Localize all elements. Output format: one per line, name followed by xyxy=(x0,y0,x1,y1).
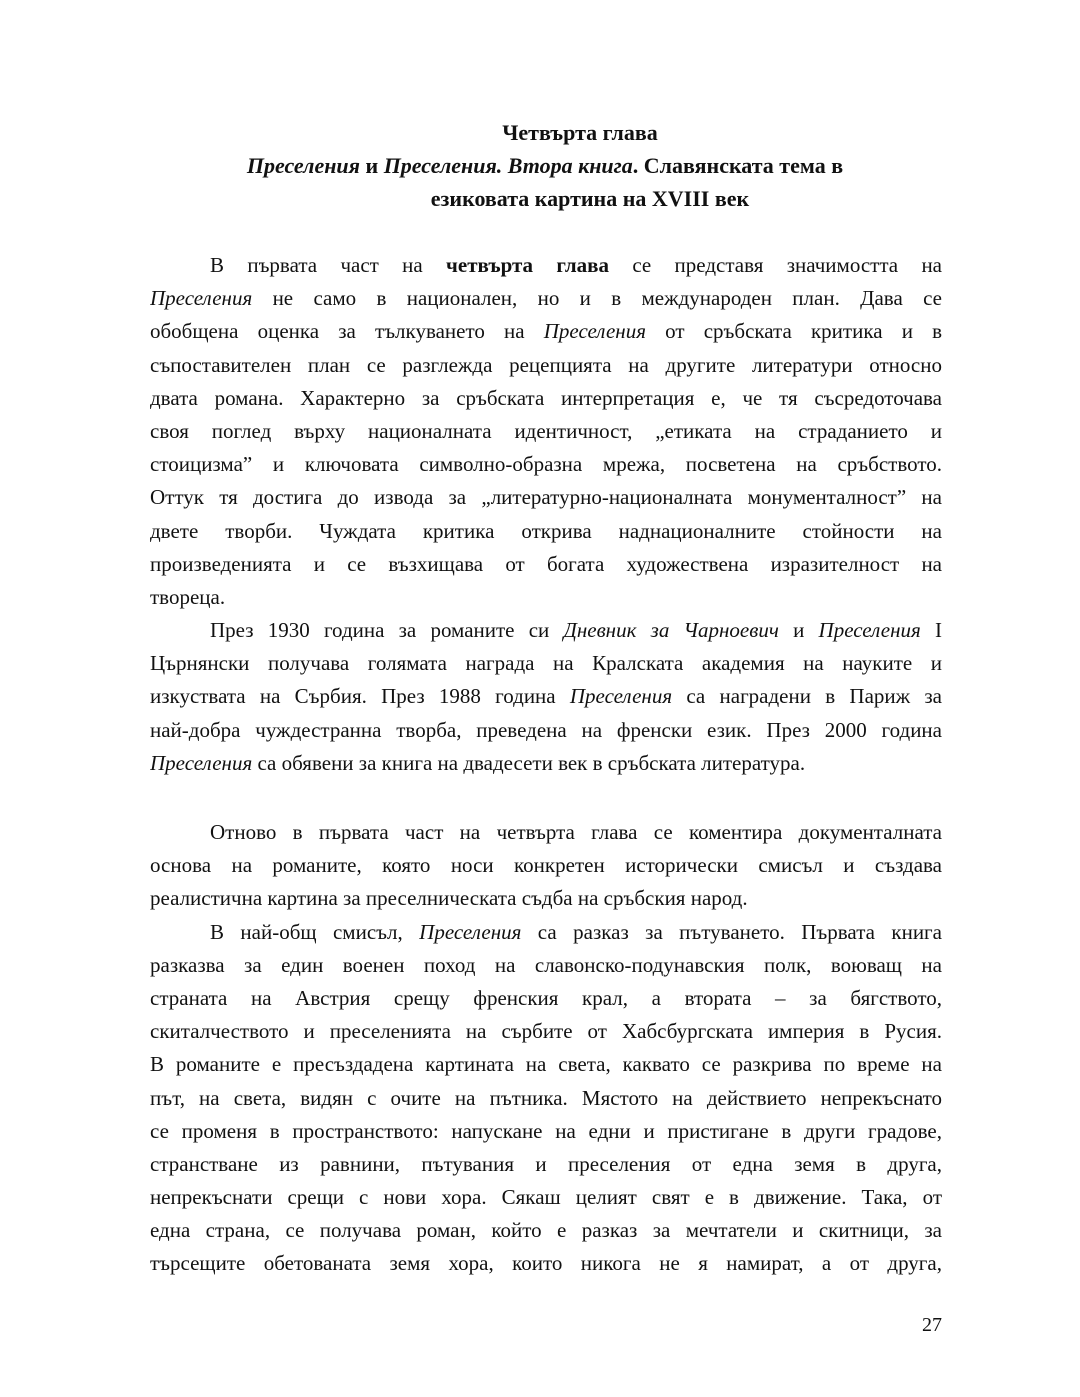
text-line: Църнянски получава голямата награда на Кралската академия на науките и xyxy=(150,651,942,676)
italic-title: Преселения xyxy=(150,286,253,311)
text-line: В романите е пресъздадена картината на света, каквато се разкрива по време на xyxy=(150,1052,942,1077)
italic-title: Преселения xyxy=(543,319,646,344)
text-line: двете творби. Чуждата критика открива наднационалните стойности на xyxy=(150,518,942,543)
text-line: скиталчеството и преселенията на сърбите от Хабсбургската империя в Русия. xyxy=(150,1019,942,1044)
text-line: страната на Австрия срещу френския крал, а втората – за бягството, xyxy=(150,985,942,1010)
text-line: Преселения са обявени за книга на двадесети век в сръбската литература. xyxy=(150,750,806,775)
text-line: През 1930 година за романите си Дневник за Чарноевич и Преселения I xyxy=(210,618,942,643)
text-line: обобщена оценка за тълкуването на Преселения от сръбската критика и в xyxy=(150,319,942,344)
text-line: своя поглед върху националната идентичност, „етиката на страданието и xyxy=(150,418,942,443)
page-number: 27 xyxy=(922,1314,942,1336)
chapter-title: Четвърта глава xyxy=(502,120,658,145)
text-line: непрекъснати срещи с нови хора. Сякаш целият свят е в движение. Така, от xyxy=(150,1185,942,1210)
text-line: търсещите обетованата земя хора, които никога не я намират, а от друга, xyxy=(150,1251,942,1276)
italic-title: Преселения. Втора книга xyxy=(383,153,633,178)
italic-title: Преселения xyxy=(419,919,522,944)
text-line: произведенията и се възхищава от богата художествена изразителност на xyxy=(150,551,942,576)
text-line: В първата част на четвърта глава се представя значимостта на xyxy=(210,253,942,277)
paragraph-block-2 xyxy=(150,816,942,1281)
text-line: най-добра чуждестранна творба, преведена на френски език. През 2000 година xyxy=(150,717,942,742)
italic-title: Преселения xyxy=(818,618,921,643)
text-line: изкуствата на Сърбия. През 1988 година Преселения са наградени в Париж за xyxy=(150,684,942,709)
text-line: път, на света, видян с очите на пътника. Мястото на действието непрекъснато xyxy=(150,1085,942,1110)
text-line: реалистична картина за преселническата съдба на сръбския народ. xyxy=(150,886,748,911)
text-line: съпоставителен план се разглежда рецепцията на другите литератури относно xyxy=(150,352,942,377)
subtitle-text: . Славянската тема в xyxy=(632,153,844,178)
paragraph-block-1 xyxy=(150,249,942,780)
text-line: една страна, се получава роман, който е разказ за мечтатели и скитници, за xyxy=(150,1218,942,1243)
text-line: се променя в пространството: напускане на едни и пристигане в други градове, xyxy=(150,1118,942,1143)
bold-term: четвърта глава xyxy=(446,253,609,277)
chapter-subtitle-line-2: езиковата картина на XVIII век xyxy=(430,186,750,211)
text-line: разказва за един военен поход на славонско-подунавския полк, воюващ на xyxy=(150,952,942,977)
italic-title: Дневник за Чарноевич xyxy=(563,618,779,643)
text-line: В най-общ смисъл, Преселения са разказ за пътуването. Първата книга xyxy=(210,919,942,944)
text-line: Отново в първата част на четвърта глава се коментира документалната xyxy=(210,820,942,844)
text-line: странстване из равнини, пътувания и преселения от една земя в друга, xyxy=(150,1151,942,1176)
text-line: Преселения не само в национален, но и в международен план. Дава се xyxy=(150,286,942,311)
italic-title: Преселения xyxy=(150,750,253,775)
text-line: основа на романите, която носи конкретен исторически смисъл и създава xyxy=(150,853,942,878)
text-line: стоицизма” и ключовата символно-образна мрежа, посветена на сръбството. xyxy=(150,452,942,477)
italic-title: Преселения xyxy=(246,153,360,178)
conjunction: и xyxy=(360,153,384,178)
chapter-subtitle-line-1 xyxy=(150,149,940,182)
text-line: твореца. xyxy=(150,584,226,609)
text-line: Оттук тя достига до извода за „литературно-националната монументалност” на xyxy=(150,485,942,510)
text-line: двата романа. Характерно за сръбската интерпретация е, че тя съсредоточава xyxy=(150,385,942,410)
italic-title: Преселения xyxy=(569,684,673,709)
